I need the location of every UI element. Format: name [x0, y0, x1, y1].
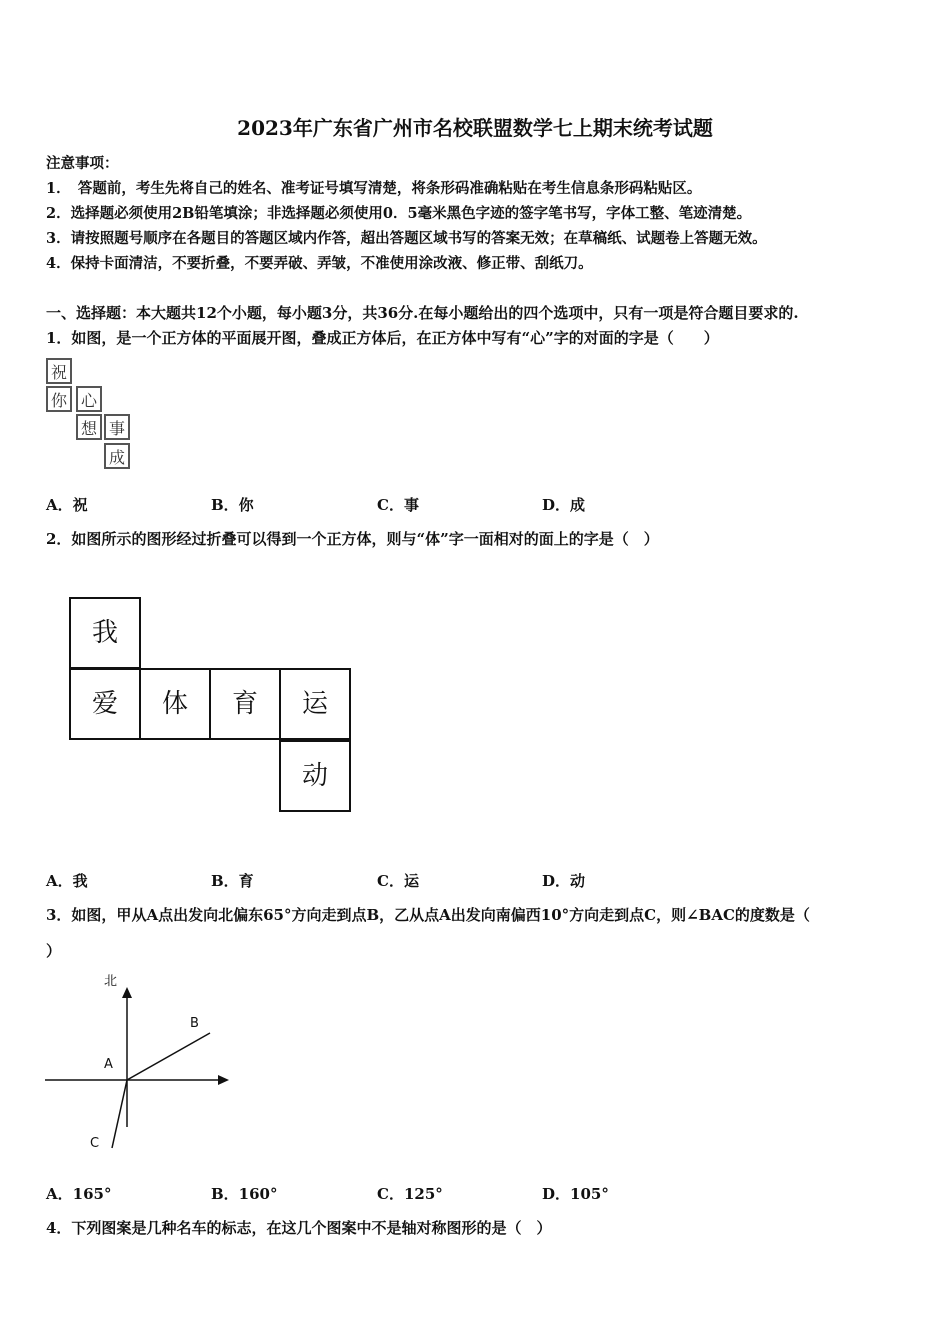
option-d: D．动: [542, 872, 586, 890]
option-b: B．160°: [211, 1185, 278, 1203]
option-b: B．育: [211, 872, 254, 890]
notice-item: 1． 答题前，考生先将自己的姓名、准考证号填写清楚，将条形码准确粘贴在考生信息条形码粘贴区。: [46, 180, 702, 197]
option-c: C．事: [377, 496, 419, 514]
net-cell: 爱: [69, 668, 141, 740]
net-cell: 成: [104, 443, 130, 469]
option-d: D．105°: [542, 1185, 609, 1203]
net-cell: 心: [76, 386, 102, 412]
net-cell: 动: [279, 740, 351, 812]
net-cell: 你: [46, 386, 72, 412]
net-cell: 体: [139, 668, 211, 740]
ray-ab: [127, 1033, 210, 1080]
net-cell: 育: [209, 668, 281, 740]
net-cell: 祝: [46, 358, 72, 384]
page-title: 2023年广东省广州市名校联盟数学七上期末统考试题: [237, 116, 713, 140]
point-c-label: C: [90, 1136, 100, 1151]
north-arrow-icon: [122, 987, 132, 998]
section-heading: 一、选择题：本大题共12个小题，每小题3分，共36分.在每小题给出的四个选项中，只有一项是符合题目要求的.: [46, 304, 799, 322]
ray-ac: [112, 1080, 127, 1148]
option-a: A．165°: [46, 1185, 112, 1203]
net-cell: 运: [279, 668, 351, 740]
net-cell: 我: [69, 597, 141, 669]
option-b: B．你: [211, 496, 254, 514]
question-3-stem: 3．如图，甲从A点出发向北偏东65°方向走到点B，乙从点A出发向南偏西10°方向走到点C，则∠BAC的度数是（: [46, 906, 810, 924]
point-a-label: A: [104, 1057, 113, 1072]
option-c: C．运: [377, 872, 419, 890]
question-1-stem: 1．如图，是一个正方体的平面展开图，叠成正方体后，在正方体中写有“心”字的对面的字是（ ）: [46, 329, 719, 347]
notice-item: 2．选择题必须使用2B铅笔填涂；非选择题必须使用0．5毫米黑色字迹的签字笔书写，字体工整、笔迹清楚。: [46, 205, 752, 222]
notice-heading: 注意事项：: [46, 155, 119, 172]
notice-item: 4．保持卡面清洁，不要折叠，不要弄破、弄皱，不准使用涂改液、修正带、刮纸刀。: [46, 255, 593, 272]
question-4-stem: 4．下列图案是几种名车的标志，在这几个图案中不是轴对称图形的是（ ）: [46, 1219, 552, 1237]
compass-diagram: [0, 0, 260, 1200]
notice-item: 3．请按照题号顺序在各题目的答题区域内作答，超出答题区域书写的答案无效；在草稿纸、试题卷上答题无效。: [46, 230, 767, 247]
option-a: A．我: [46, 872, 88, 890]
option-c: C．125°: [377, 1185, 443, 1203]
net-cell: 事: [104, 414, 130, 440]
question-3-stem-cont: ）: [46, 942, 62, 960]
option-d: D．成: [542, 496, 586, 514]
east-arrow-icon: [218, 1075, 229, 1085]
point-b-label: B: [190, 1016, 199, 1031]
question-2-stem: 2．如图所示的图形经过折叠可以得到一个正方体，则与“体”字一面相对的面上的字是（ ）: [46, 530, 659, 548]
option-a: A．祝: [46, 496, 88, 514]
net-cell: 想: [76, 414, 102, 440]
north-label: 北: [104, 974, 118, 989]
